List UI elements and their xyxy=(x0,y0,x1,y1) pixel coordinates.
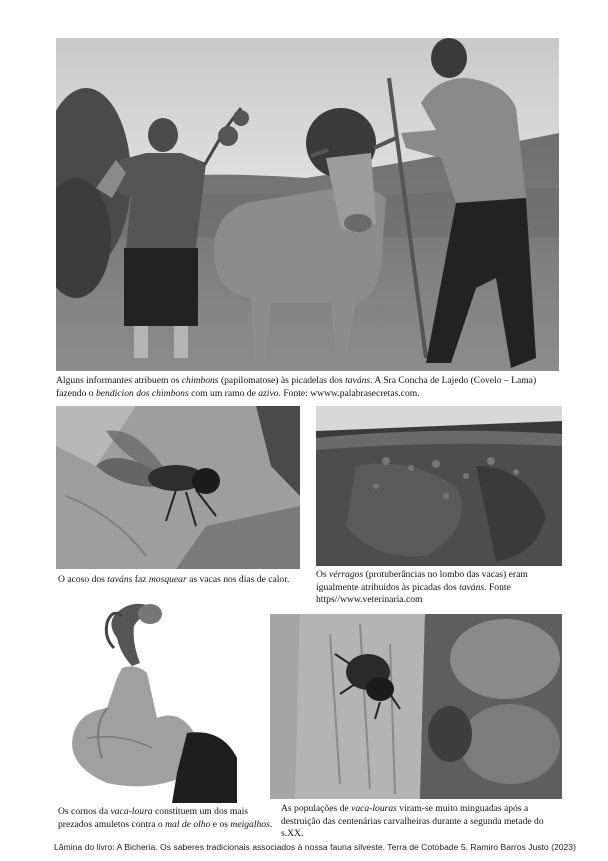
caption-text: viram-se muito minguadas após a destruição das centenárias carvalheiras durante a segunda metade do s.XX. xyxy=(281,803,544,839)
caption-term: taváns xyxy=(107,574,133,585)
photo-cow-back-lumps xyxy=(316,406,562,566)
photo5-caption xyxy=(281,803,563,841)
caption-text: (protuberâncias no lombo das vacas) eram igualmente atribuídos às picadas dos xyxy=(316,569,528,593)
caption-term: vaca-loura xyxy=(110,806,153,817)
caption-text: as vacas nos dias de calor. xyxy=(186,574,290,585)
caption-text: O acoso dos xyxy=(58,574,108,585)
caption-term: vérragos xyxy=(329,569,364,580)
caption-term: taváns xyxy=(459,581,485,593)
caption-text: com um ramo de xyxy=(188,387,259,399)
photo-women-with-cow xyxy=(56,38,559,371)
caption-term: mal de olho xyxy=(165,818,211,830)
caption-text: Os cornos da xyxy=(58,806,111,817)
photo1-caption xyxy=(56,375,561,400)
caption-text: . Fonte: wwww.palabrasecretas.com. xyxy=(278,387,420,399)
caption-term: azivo xyxy=(258,387,279,399)
photo3-caption xyxy=(316,569,568,607)
caption-text: faz xyxy=(132,574,149,585)
photo4-caption xyxy=(58,806,273,831)
caption-term: bendicion dos chimbons xyxy=(95,387,189,399)
photo2-caption xyxy=(58,574,308,587)
caption-text: Alguns informantes atribuem os xyxy=(56,375,182,386)
caption-text: constituem um dos mais prezados amuletos contra o xyxy=(58,806,249,830)
caption-text: . xyxy=(269,818,273,830)
caption-text: As populações de xyxy=(281,803,352,814)
caption-text: e os xyxy=(210,818,231,830)
caption-text: . Fonte https//www.veterinaria.com xyxy=(316,581,511,605)
photo-horsefly xyxy=(56,406,300,569)
caption-text: Os xyxy=(316,569,330,580)
photo-hand-with-beetle-horn xyxy=(62,598,242,803)
caption-term: vaca-louras xyxy=(351,803,397,814)
caption-term: chimbons xyxy=(181,375,219,386)
photo-stag-beetle-on-tree xyxy=(270,614,562,799)
caption-text: (papilomatose) às picadelas dos xyxy=(218,375,346,386)
caption-term: meigalhos xyxy=(230,818,270,830)
caption-term: mosquear xyxy=(148,574,187,585)
caption-text: . A Sra Concha de Lajedo (Covelo – Lama) fazendo o xyxy=(56,375,537,399)
page-footer: Lâmina do livro: A Bicheria. Os saberes tradicionais associados à nossa fauna silveste. Terra de Cotobade 5. Ramiro Barros Justo (2023) xyxy=(54,842,576,852)
caption-term: taváns xyxy=(345,375,371,386)
